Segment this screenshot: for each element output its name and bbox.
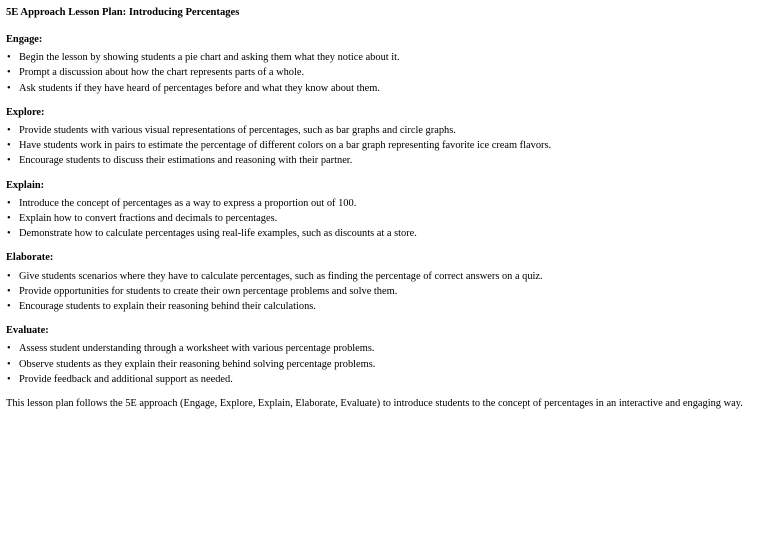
section-heading: Elaborate: [6,252,54,264]
list-item: • Provide opportunities for students to create their own percentage problems and solve them. [6,284,762,299]
bullet-list [6,196,762,242]
list-item: • Introduce the concept of percentages as a way to express a proportion out of 100. [6,196,762,211]
document-title: 5E Approach Lesson Plan: Introducing Percentages [6,7,240,18]
list-item: • Explain how to convert fractions and decimals to percentages. [6,211,762,226]
list-item: • Encourage students to discuss their estimations and reasoning with their partner. [6,153,762,168]
section-heading: Explore: [6,106,45,118]
section-evaluate [6,323,762,387]
list-item: • Observe students as they explain their reasoning behind solving percentage problems. [6,357,762,372]
list-item: • Provide students with various visual representations of percentages, such as bar graphs and circle graphs. [6,123,762,138]
list-item: • Provide feedback and additional support as needed. [6,372,762,387]
bullet-list [6,123,762,169]
list-item: • Have students work in pairs to estimate the percentage of different colors on a bar graph representing favorite ice cream flavors. [6,138,762,153]
section-elaborate [6,250,762,314]
list-item: • Prompt a discussion about how the chart represents parts of a whole. [6,65,762,80]
list-item: • Demonstrate how to calculate percentages using real-life examples, such as discounts at a store. [6,226,762,241]
section-heading: Engage: [6,34,43,45]
list-item: • Encourage students to explain their reasoning behind their calculations. [6,299,762,314]
section-heading: Explain: [6,179,45,191]
section-heading: Evaluate: [6,325,49,337]
section-explore [6,105,762,169]
list-item: • Assess student understanding through a worksheet with various percentage problems. [6,341,762,356]
list-item: • Ask students if they have heard of percentages before and what they know about them. [6,81,762,96]
bullet-list [6,50,762,96]
bullet-list [6,269,762,315]
section-engage [6,32,762,96]
list-item: • Give students scenarios where they have to calculate percentages, such as finding the percentage of correct answers on a quiz. [6,269,762,284]
section-explain [6,178,762,242]
bullet-list [6,341,762,387]
summary-paragraph: This lesson plan follows the 5E approach (Engage, Explore, Explain, Elaborate, Evaluate) to introduce students to the concept of percentages in an interactive and engaging way. [6,398,743,410]
list-item: • Begin the lesson by showing students a pie chart and asking them what they notice about it. [6,50,762,65]
